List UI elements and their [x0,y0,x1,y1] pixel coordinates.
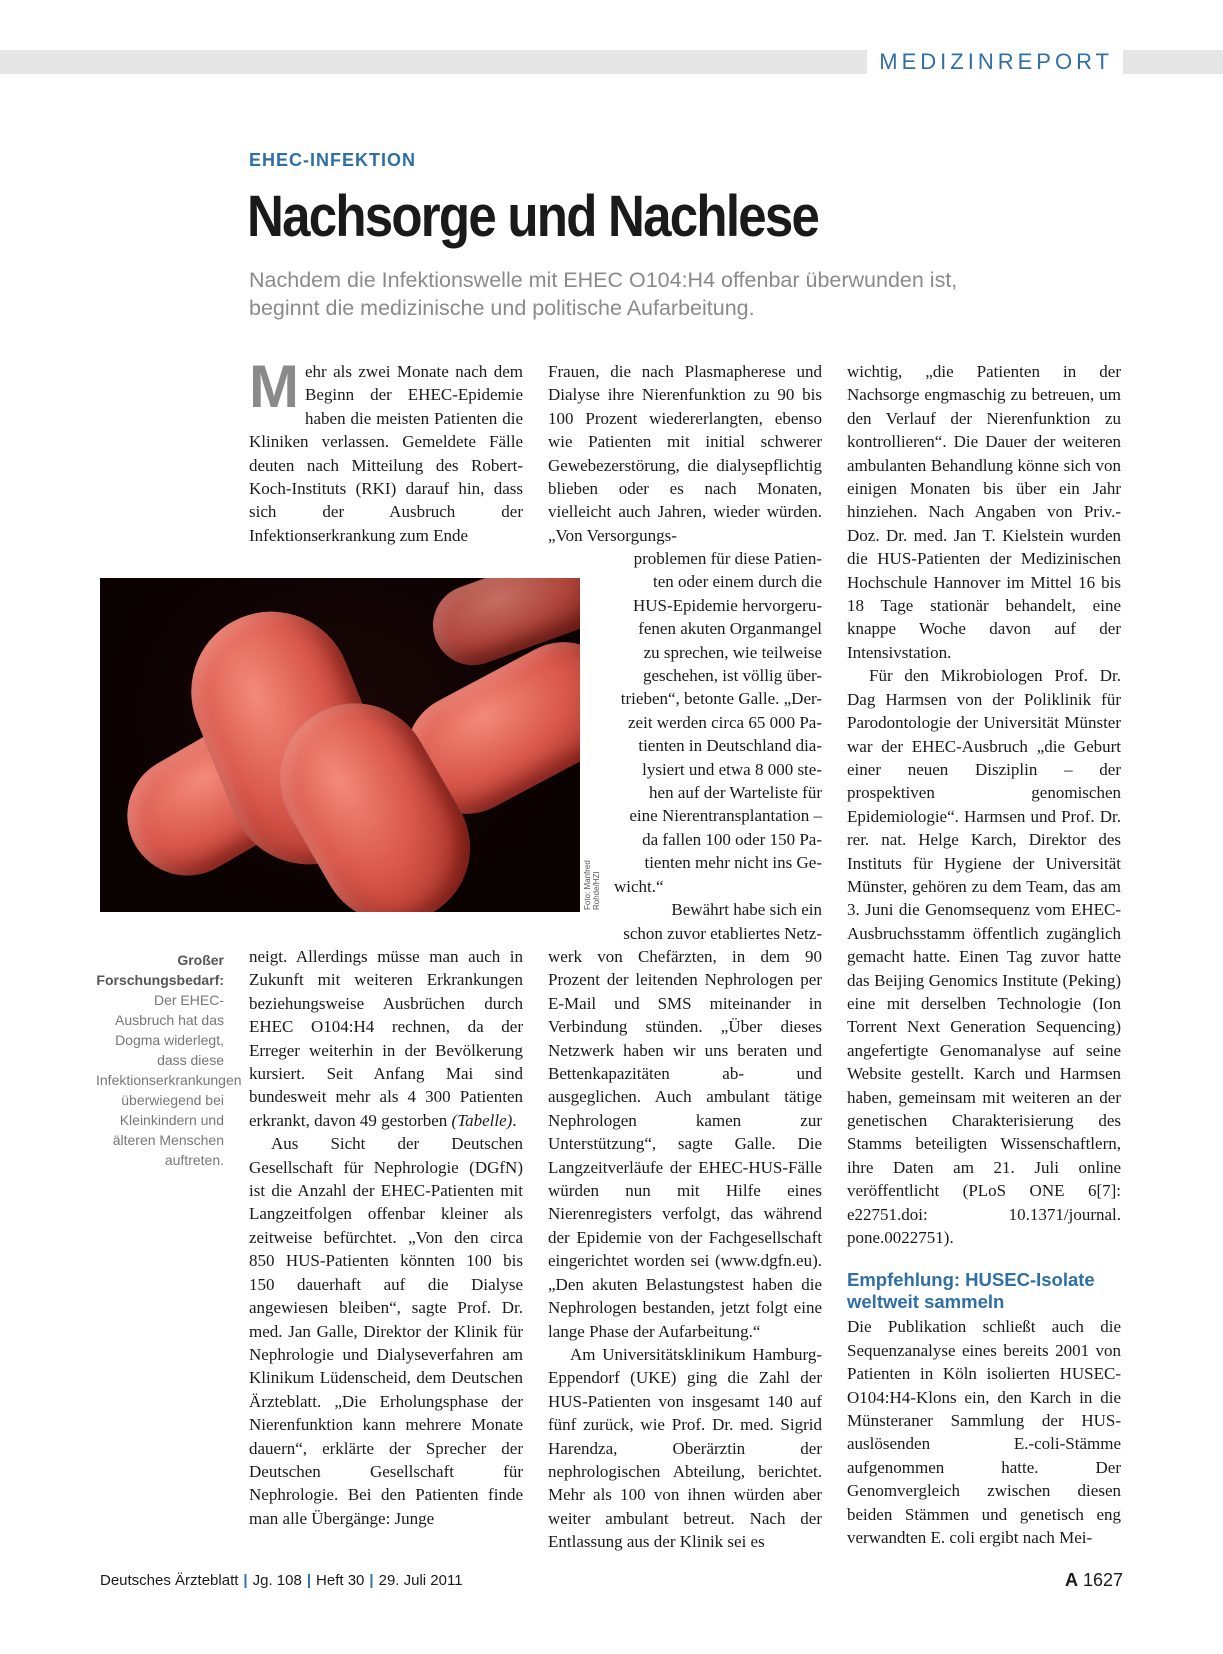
wrap-line: lysiert und etwa 8 000 ste- [642,759,822,779]
wrap-line: trieben“, betonte Galle. „Der- [620,689,822,709]
subtitle-line-1: Nachdem die Infektionswelle mit EHEC O104:H4 offenbar überwunden ist, [249,268,958,292]
wrap-line: geschehen, ist völlig über- [642,666,822,686]
wrap-line: wicht.“ [614,876,664,896]
section-label: MEDIZINREPORT [867,48,1123,76]
table-reference: (Tabelle) [451,1110,513,1130]
intro-paragraph [249,353,523,547]
paragraph: Aus Sicht der Deutschen Gesellschaft für Nephrologie (DGfN) ist die Anzahl der EHEC-Patienten mit Langzeitfolgen offenbar kleiner als zeitweise befürchtet. „Von den circa 850 HUS-Patienten könnten 100 bis 150 dauerhaft auf die Dialyse angewiesen bleiben“, sagte Prof. Dr. med. Jan Galle, Direktor der Klinik für Nephrologie und Dialyseverfahren am Klinikum Lüdenscheid, dem Deutschen Ärzteblatt. „Die Erholungsphase der Nierenfunktion kann mehrere Monate dauern“, erklärte der Sprecher der Deutschen Gesellschaft für Nephrologie. Bei den Patienten finde man alle Übergänge: Junge [249,1134,523,1528]
article-subtitle [249,266,1149,322]
caption-body: Der EHEC-Ausbruch hat das Dogma widerlegt, dass diese Infektionserkrankungen überwiegend bei Kleinkindern und älteren Menschen auftreten. [96,992,242,1168]
article-title: Nachsorge und Nachlese [247,184,819,249]
photo-credit: Foto: Manfred Rohde/HZI [583,860,601,910]
caption-title: Großer Forschungsbedarf: [96,952,224,988]
column-1-top [249,353,523,547]
wrap-line: HUS-Epidemie hervorgeru- [633,595,822,615]
photo-caption [96,950,242,1170]
wrap-line: tienten in Deutschland dia- [638,736,822,756]
bacteria-photo [100,578,580,912]
intro-text: ehr als zwei Monate nach dem Beginn der EHEC-Epidemie haben die meisten Patienten die Kliniken verlassen. Gemeldete Fälle deuten nach Mitteilung des Robert-Koch-Instituts (RKI) darauf hin, dass sich der Ausbruch der Infektionserkrankung zum Ende [249,362,523,545]
wrap-line: eine Nierentransplantation – [629,806,822,826]
column-1-bottom [249,945,523,1530]
column-2-top [548,360,822,547]
wrap-line: tienten mehr nicht ins Ge- [644,853,822,873]
section-subheading: Empfehlung: HUSEC-Isolate weltweit sammeln [847,1269,1095,1313]
page-footer [100,1572,1123,1596]
wrap-line: problemen für diese Patien- [633,549,822,568]
journal-name: Deutsches Ärzteblatt [100,1572,239,1589]
wrap-line: zeit werden circa 65 000 Pa- [628,712,822,732]
wrap-line: ten oder einem durch die [653,572,822,592]
column-2-bottom [548,945,822,1554]
issue-date: 29. Juli 2011 [378,1572,463,1589]
page-number [1065,1570,1123,1591]
paragraph: werk von Chefärzten, in dem 90 Prozent der leitenden Nephrologen per E-Mail und SMS miteinander in Verbindung stünden. „Über dieses Netzwerk haben wir uns beraten und Bettenkapazitäten ab- und ausgeglichen. Auch ambulant tätige Nephrologen kamen zur Unterstützung“, sagte Galle. Die Langzeitverläufe der EHEC-HUS-Fälle würden nun mit Hilfe eines Nierenregisters verfolgt, das während der Epidemie von der Fachgesellschaft eingerichtet worden sei (www.dgfn.eu). „Den akuten Belastungstest haben die Nephrologen bestanden, jetzt folgt eine lange Phase der Aufarbeitung.“ [548,947,822,1341]
page-number-value: 1627 [1082,1570,1123,1590]
column-3 [847,360,1121,1550]
paragraph: wichtig, „die Patienten in der Nachsorge engmaschig zu betreuen, um den Verlauf der Nierenfunktion zu kontrollieren“. Die Dauer der weiteren ambulanten Behandlung könne sich von einigen Monaten bis über ein Jahr hinziehen. Nach Angaben von Priv.-Doz. Dr. med. Jan T. Kielstein wurden die HUS-Patienten der Medizinischen Hochschule Hannover im Mittel 16 bis 18 Tage stationär behandelt, eine knappe Woche davon auf der Intensivstation. [847,362,1121,662]
wrap-line: zu sprechen, wie teilweise [643,642,822,662]
wrap-line: hen auf der Warteliste für [649,783,822,803]
paragraph: Am Universitätsklinikum Hamburg-Eppendorf (UKE) ging die Zahl der HUS-Patienten von insgesamt 140 auf fünf zurück, wie Prof. Dr. med. Sigrid Harendza, Oberärztin der nephrologischen Abteilung, berichtet. Mehr als 100 von ihnen würden aber weiter ambulant betreut. Nach der Entlassung aus der Klinik sei es [548,1344,822,1552]
paragraph-text: neigt. Allerdings müsse man auch in Zukunft mit weiteren Erkrankungen beziehungsweise Ausbrüchen durch EHEC O104:H4 rechnen, da der Erreger weiterhin in der Bevölkerung kursiert. Seit Anfang Mai sind bundesweit mehr als 4 300 Patienten erkrankt, davon 49 gestorben [249,947,523,1130]
article-kicker: EHEC-INFEKTION [249,150,416,170]
wrap-line: da fallen 100 oder 150 Pa- [642,829,822,849]
paragraph: neigt. Allerdings müsse man auch in Zukunft mit weiteren Erkrankungen beziehungsweise Ausbrüchen durch EHEC O104:H4 rechnen, da der Erreger weiterhin in der Bevölkerung kursiert. Seit Anfang Mai sind bundesweit mehr als 4 300 Patienten erkrankt, davon 49 gestorben (Tabelle). [249,947,523,1130]
paragraph: Die Publikation schließt auch die Sequenzanalyse eines bereits 2001 von Patienten in Köln isolierten HUSEC-O104:H4-Klons ein, den Karch in die Münsteraner Sammlung der HUS-auslösenden E.-coli-Stämme aufgenommen hatte. Der Genomvergleich zwischen diesen beiden Stämmen und genetisch eng verwandten E. coli ergibt nach Mei- [847,1317,1121,1548]
paragraph: Für den Mikrobiologen Prof. Dr. Dag Harmsen von der Poliklinik für Parodontologie der Universität Münster war der EHEC-Ausbruch „die Geburt einer neuen Disziplin – der prospektiven genomischen Epidemiologie“. Harmsen und Prof. Dr. rer. nat. Helge Karch, Direktor des Instituts für Hygiene der Universität Münster, gehören zu dem Team, das am 3. Juni die Genomsequenz vom EHEC-Ausbruchsstamm öffentlich zugänglich gemacht hatte. Einen Tag zuvor hatte das Beijing Genomics Institute (Peking) eine mit derselben Technologie (Ion Torrent Next Generation Sequencing) angefertigte Genomanalyse auf seine Website gestellt. Karch und Harmsen haben, gemeinsam mit weiteren an der genetischen Charakterisierung des Stamms beteiligten Wissenschaftlern, ihre Daten am 21. Juli online veröffentlicht (PLoS ONE 6[7]: e22751.doi: 10.1371/journal. pone.0022751). [847,666,1121,1248]
wrap-line: schon zuvor etabliertes Netz- [623,923,822,943]
footer-citation: Deutsches Ärzteblatt | Jg. 108 | Heft 30 | 29. Juli 2011 [100,1572,463,1589]
issue: Heft 30 [316,1572,365,1589]
drop-cap: M [249,353,299,420]
page-prefix: A [1064,1570,1078,1590]
wrap-line: Bewährt habe sich ein [671,900,822,920]
paragraph: Frauen, die nach Plasmapherese und Dialyse ihre Nierenfunktion zu 90 bis 100 Prozent wiedererlangten, ebenso wie Patienten mit initial schwerer Gewebezerstörung, die dialysepflichtig blieben oder es nach Monaten, vielleicht auch Jahren, wieder würden. „Von Versorgungs- [548,362,822,545]
volume: Jg. 108 [252,1572,302,1589]
subtitle-line-2: beginnt die medizinische und politische Aufarbeitung. [249,296,755,320]
wrap-line: fenen akuten Organmangel [638,619,822,639]
column-2-wrap [610,547,822,945]
